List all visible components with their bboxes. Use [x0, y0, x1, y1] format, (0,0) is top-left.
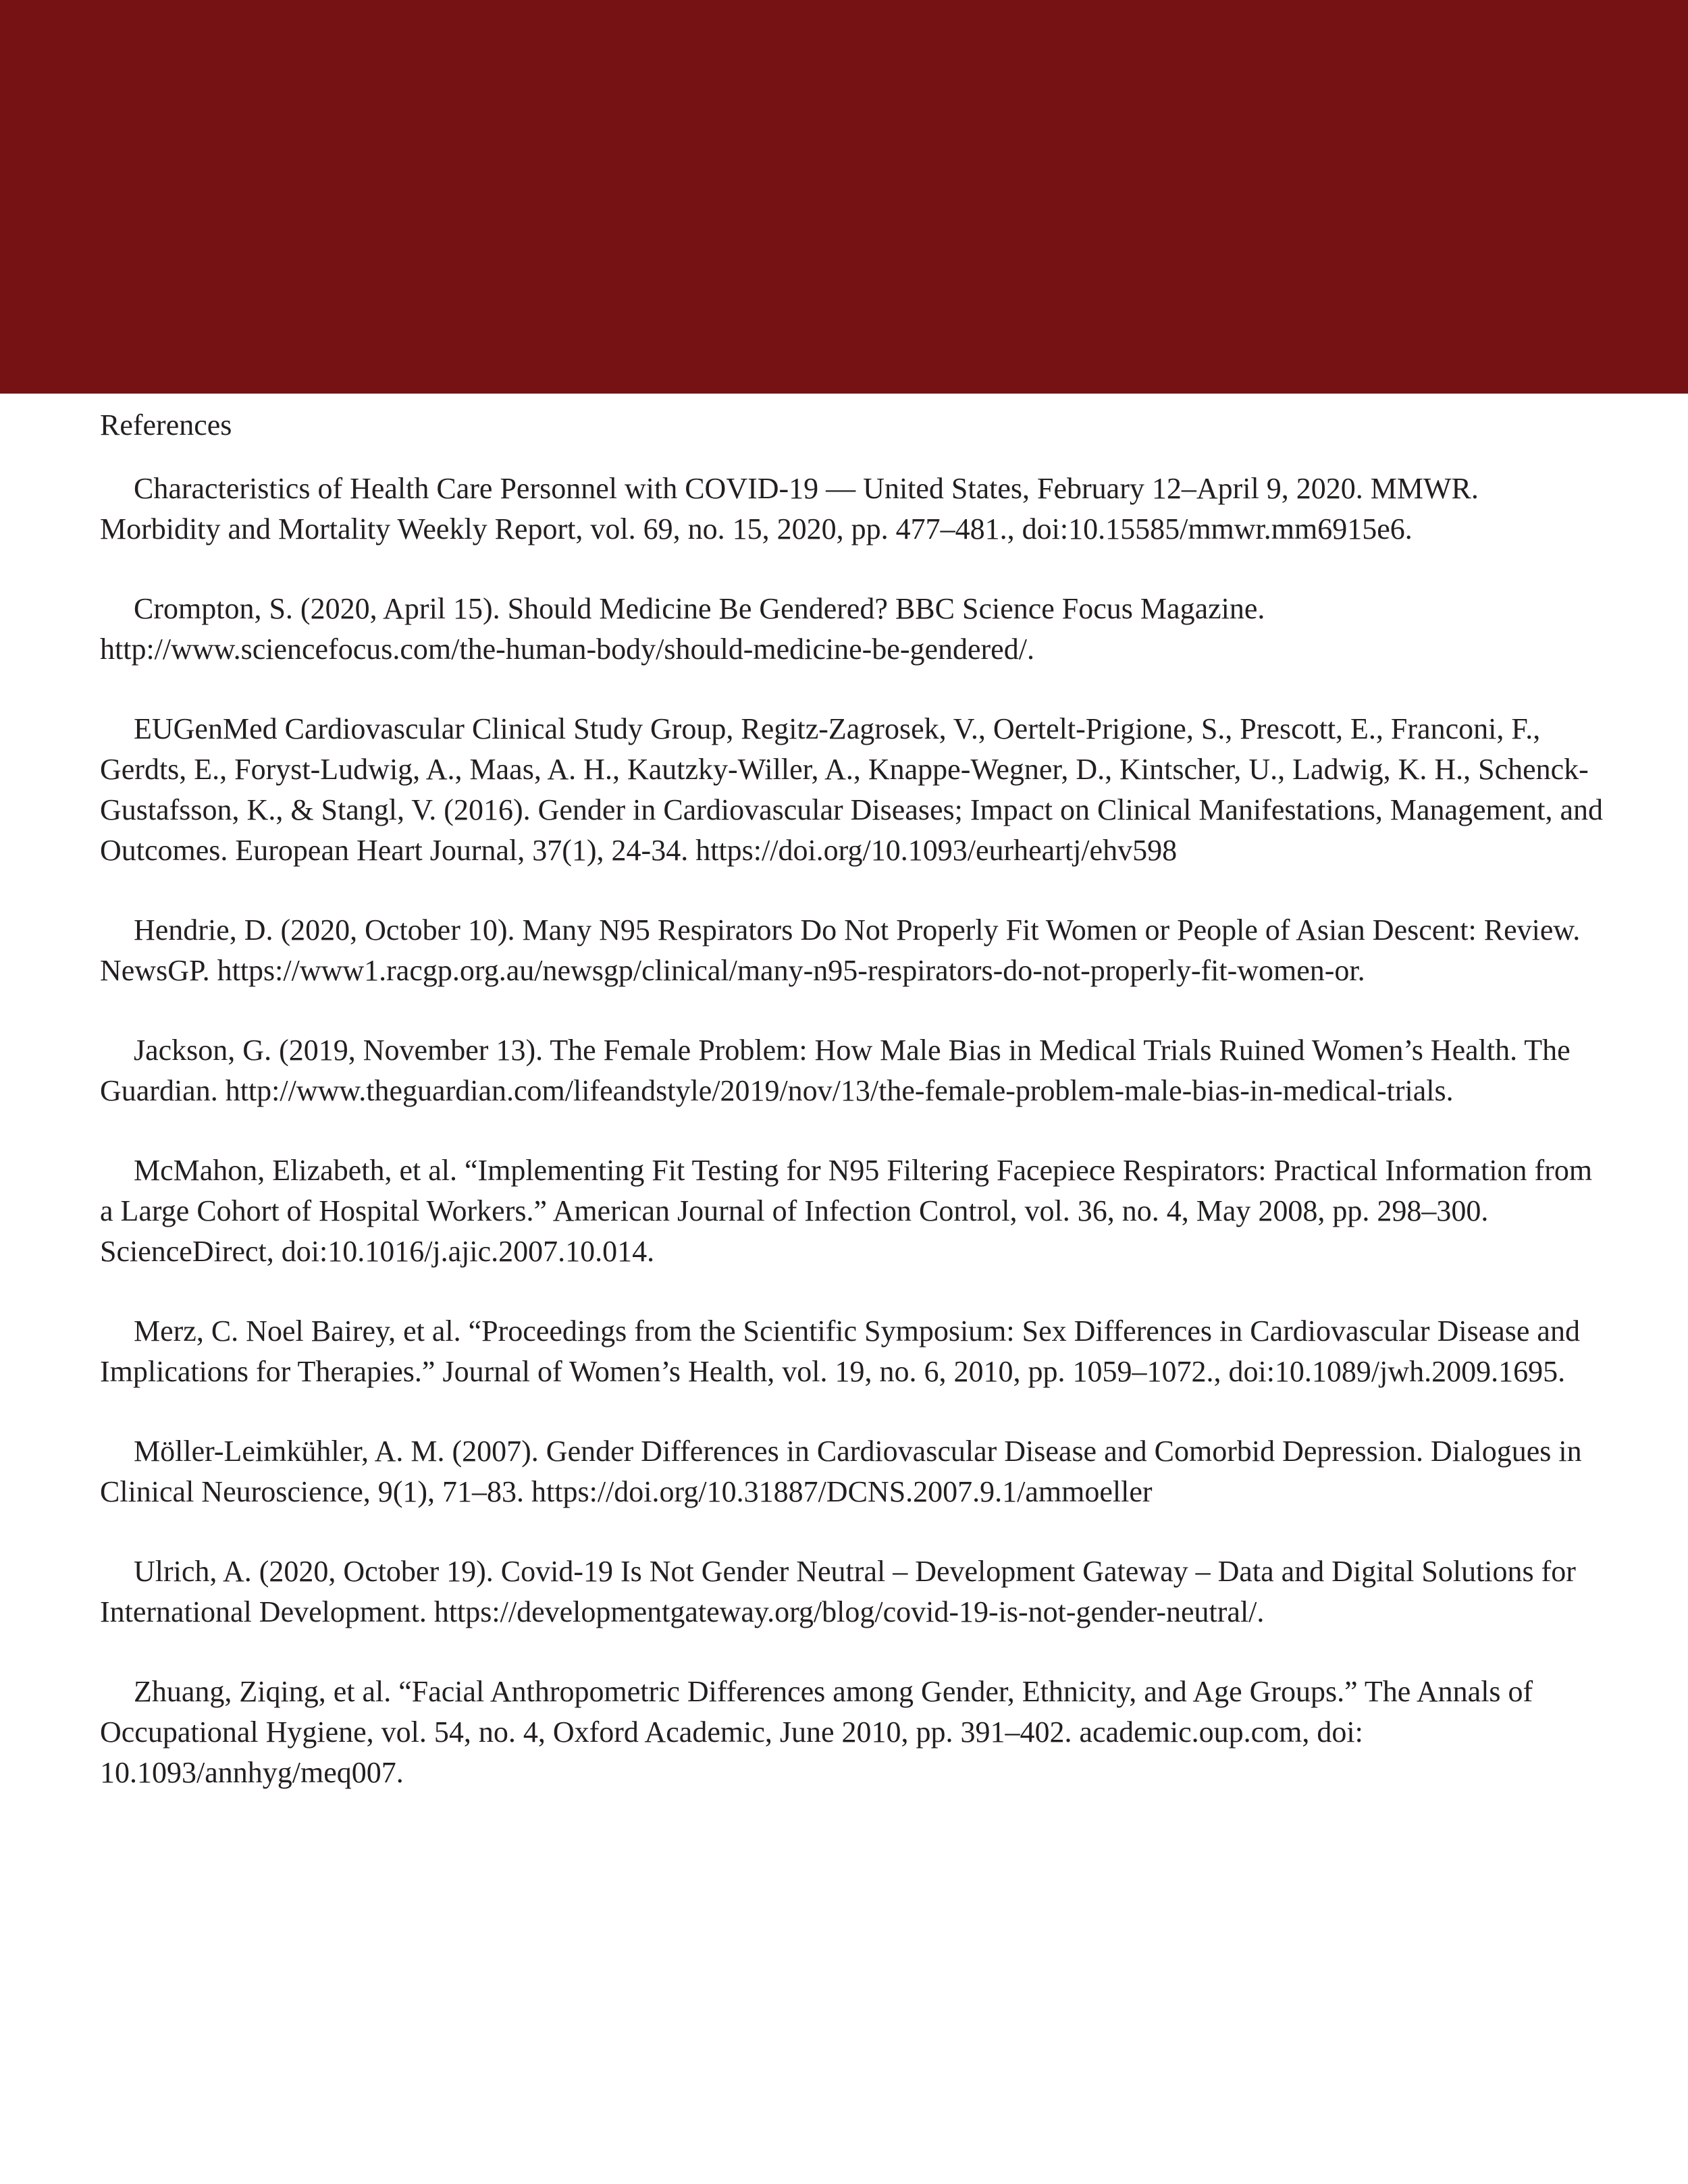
references-list — [100, 469, 1606, 1793]
reference-item: Characteristics of Health Care Personnel with COVID-19 — United States, February 12–April 9, 2020. MMWR. Morbidity and Mortality Weekly Report, vol. 69, no. 15, 2020, pp. 477–481., doi:10.15585/mmwr.mm6915e6. — [100, 472, 1479, 545]
references-section — [100, 397, 1606, 1832]
reference-item: Zhuang, Ziqing, et al. “Facial Anthropometric Differences among Gender, Ethnicity, and Age Groups.” The Annals of Occupational Hygiene, vol. 54, no. 4, Oxford Academic, June 2010, pp. 391–402. academic.oup.com, doi: 10.1093/annhyg/meq007. — [100, 1675, 1533, 1789]
header-banner — [0, 0, 1688, 394]
reference-item: Crompton, S. (2020, April 15). Should Medicine Be Gendered? BBC Science Focus Magazine. http://www.sciencefocus.com/the-human-body/should-medicine-be-gendered/. — [100, 592, 1265, 666]
reference-item: Jackson, G. (2019, November 13). The Female Problem: How Male Bias in Medical Trials Ruined Women’s Health. The Guardian. http://www.theguardian.com/lifeandstyle/2019/nov/13/the-female-problem-male-bias-in-medical-trials. — [100, 1034, 1571, 1107]
reference-item: Ulrich, A. (2020, October 19). Covid-19 Is Not Gender Neutral – Development Gateway – Data and Digital Solutions for International Development. https://developmentgateway.org/blog/covid-19-is-not-gender-neutral/. — [100, 1555, 1576, 1628]
reference-item: Merz, C. Noel Bairey, et al. “Proceedings from the Scientific Symposium: Sex Differences in Cardiovascular Disease and Implications for Therapies.” Journal of Women’s Health, vol. 19, no. 6, 2010, pp. 1059–1072., doi:10.1089/jwh.2009.1695. — [100, 1314, 1580, 1388]
reference-item: Hendrie, D. (2020, October 10). Many N95 Respirators Do Not Properly Fit Women or People of Asian Descent: Review. NewsGP. https://www1.racgp.org.au/newsgp/clinical/many-n95-respirators-do-not-properly-fit-women-or. — [100, 913, 1581, 987]
reference-item: McMahon, Elizabeth, et al. “Implementing Fit Testing for N95 Filtering Facepiece Respirators: Practical Information from a Large Cohort of Hospital Workers.” American Journal of Infection Control, vol. 36, no. 4, May 2008, pp. 298–300. ScienceDirect, doi:10.1016/j.ajic.2007.10.014. — [100, 1154, 1593, 1268]
references-heading: References — [100, 408, 232, 442]
reference-item: Möller-Leimkühler, A. M. (2007). Gender Differences in Cardiovascular Disease and Comorbid Depression. Dialogues in Clinical Neuroscience, 9(1), 71–83. https://doi.org/10.31887/DCNS.2007.9.1/ammoeller — [100, 1435, 1582, 1508]
reference-item: EUGenMed Cardiovascular Clinical Study Group, Regitz-Zagrosek, V., Oertelt-Prigione, S., Prescott, E., Franconi, F., Gerdts, E., Foryst-Ludwig, A., Maas, A. H., Kautzky-Willer, A., Knappe-Wegner, D., Kintscher, U., Ladwig, K. H., Schenck-Gustafsson, K., & Stangl, V. (2016). Gender in Cardiovascular Diseases; Impact on Clinical Manifestations, Management, and Outcomes. European Heart Journal, 37(1), 24-34. https://doi.org/10.1093/eurheartj/ehv598 — [100, 712, 1604, 867]
